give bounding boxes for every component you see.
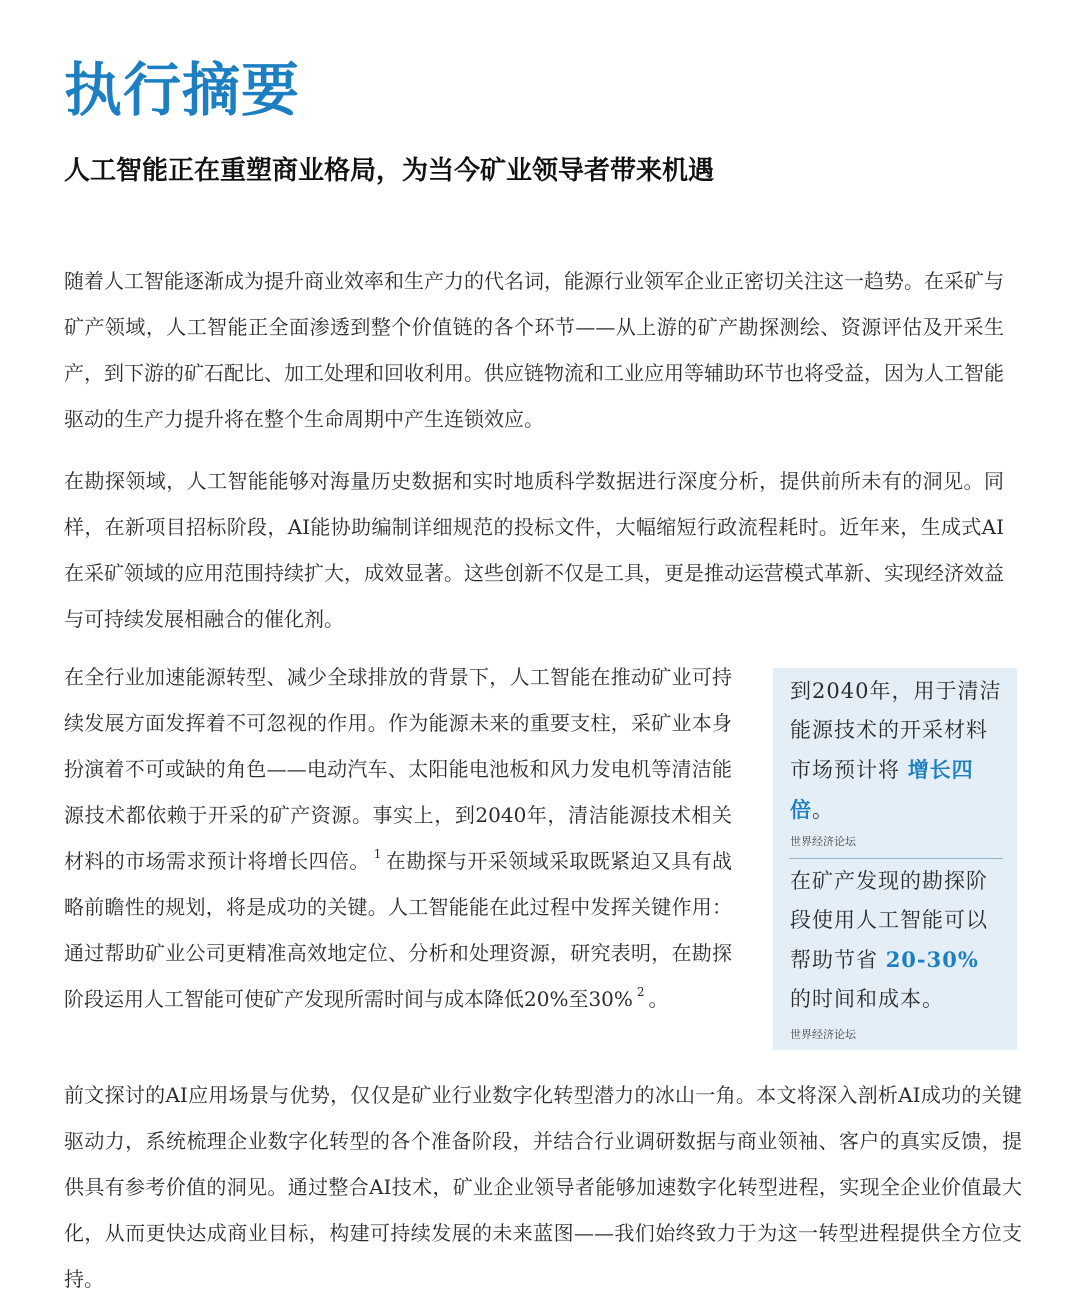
fact-highlight: 20-30%	[885, 947, 979, 972]
fact-text	[790, 672, 1004, 830]
fact-text-part: 到2040年，用于清洁能源技术的开采材料市场预计将	[790, 679, 1002, 782]
fact-source: 世界经济论坛	[790, 1028, 856, 1041]
page-title: 执行摘要	[64, 56, 301, 124]
page-subtitle: 人工智能正在重塑商业格局，为当今矿业领导者带来机遇	[64, 156, 715, 186]
paragraph-exploration: 在勘探领域，人工智能能够对海量历史数据和实时地质科学数据进行深度分析，提供前所未有的洞见。同样，在新项目招标阶段，AI能协助编制详细规范的投标文件，大幅缩短行政流程耗时。近年来，生成式AI在采矿领域的应用范围持续扩大，成效显著。这些创新不仅是工具，更是推动运营模式革新、实现经济效益与可持续发展相融合的催化剂。	[64, 469, 1004, 631]
fact-callout-1	[790, 672, 1004, 850]
sidebar-divider	[789, 858, 1003, 859]
paragraph-text: 在全行业加速能源转型、减少全球排放的背景下，人工智能在推动矿业可持续发展方面发挥着不可忽视的作用。作为能源未来的重要支柱，采矿业本身扮演着不可或缺的角色——电动汽车、太阳能电池板和风力发电机等清洁能源技术都依赖于开采的矿产资源。事实上，到2040年，清洁能源技术相关材料的市场需求预计将增长四倍。	[64, 665, 732, 873]
fact-callout-2	[790, 862, 1004, 1043]
footnote-ref-2[interactable]: 2	[636, 985, 645, 1000]
fact-text	[790, 862, 1004, 1019]
fact-text-part: 的时间和成本。	[790, 987, 944, 1011]
key-facts-sidebar	[773, 668, 1017, 1050]
paragraph-conclusion: 前文探讨的AI应用场景与优势，仅仅是矿业行业数字化转型潜力的冰山一角。本文将深入剖析AI成功的关键驱动力，系统梳理企业数字化转型的各个准备阶段，并结合行业调研数据与商业领袖、客户的真实反馈，提供具有参考价值的洞见。通过整合AI技术，矿业企业领导者能够加速数字化转型进程，实现全企业价值最大化，从而更快达成商业目标，构建可持续发展的未来蓝图——我们始终致力于为这一转型进程提供全方位支持。	[64, 1083, 1022, 1291]
fact-text-part: 在矿产发现的勘探阶段使用人工智能可以帮助节省	[790, 869, 988, 972]
fact-text-part: 。	[812, 798, 834, 822]
fact-source: 世界经济论坛	[790, 835, 856, 848]
paragraph-energy-transition	[64, 654, 732, 1022]
paragraph-intro: 随着人工智能逐渐成为提升商业效率和生产力的代名词，能源行业领军企业正密切关注这一趋势。在采矿与矿产领域，人工智能正全面渗透到整个价值链的各个环节——从上游的矿产勘探测绘、资源评估及开采生产，到下游的矿石配比、加工处理和回收利用。供应链物流和工业应用等辅助环节也将受益，因为人工智能驱动的生产力提升将在整个生命周期中产生连锁效应。	[64, 269, 1004, 431]
paragraph-text: 在勘探与开采领域采取既紧迫又具有战略前瞻性的规划，将是成功的关键。人工智能能在此过程中发挥关键作用：通过帮助矿业公司更精准高效地定位、分析和处理资源，研究表明，在勘探阶段运用人工智能可使矿产发现所需时间与成本降低20%至30%	[64, 849, 733, 1011]
paragraph-text: 。	[648, 987, 669, 1011]
fact-highlight: 增长四倍	[790, 757, 974, 822]
footnote-ref-1[interactable]: 1	[373, 847, 382, 862]
